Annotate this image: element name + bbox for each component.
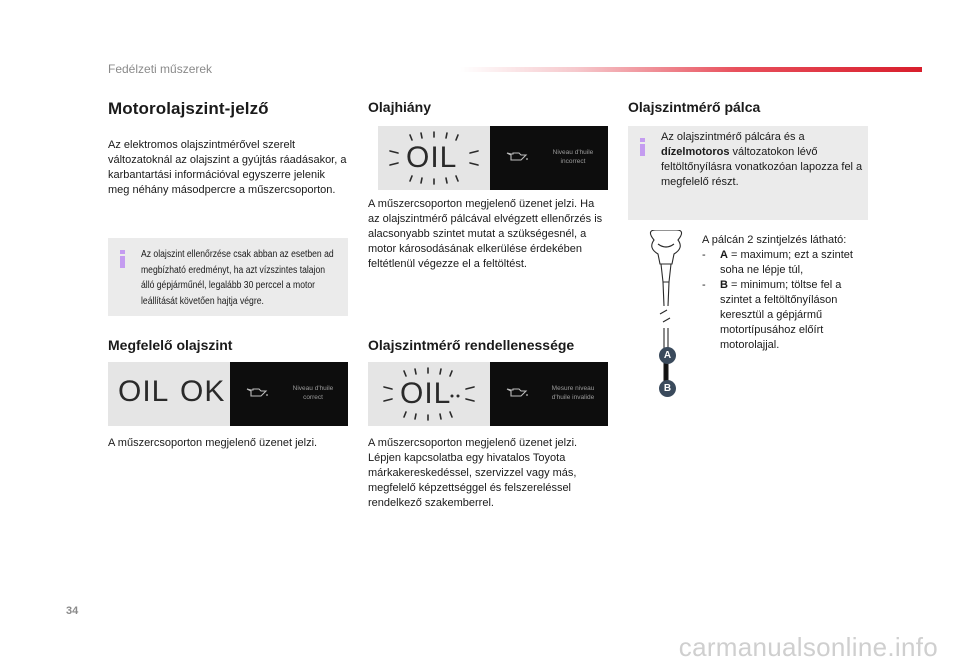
message-screen — [490, 126, 608, 190]
section-header-title: Fedélzeti műszerek — [108, 62, 213, 76]
level-description: = maximum; ezt a szintet soha ne lépje túl, — [720, 249, 853, 276]
message-screen — [490, 362, 608, 426]
dipstick-levels-list — [702, 248, 872, 353]
level-letter: A — [720, 249, 728, 261]
section-title-oil-level-indicator: Motorolajszint-jelző — [108, 99, 269, 118]
dipstick-intro-text: A pálcán 2 szintjelzés látható: — [702, 234, 847, 246]
list-item — [702, 248, 872, 278]
correct-level-text: A műszercsoporton megjelenő üzenet jelzi. — [108, 437, 318, 449]
list-item — [702, 278, 872, 353]
lcd-word-oil: OIL — [400, 377, 452, 410]
page-number: 34 — [66, 605, 79, 617]
watermark: carmanualsonline.info — [678, 632, 938, 662]
lcd-screen — [108, 362, 230, 426]
level-letter: B — [720, 279, 728, 291]
info-box-dipstick — [628, 126, 868, 220]
info-text-bold: dízelmotoros — [661, 146, 730, 158]
section-title-gauge-fault: Olajszintmérő rendellenessége — [368, 337, 575, 353]
section-title-low-oil: Olajhiány — [368, 99, 432, 115]
info-text-level-check: Az olajszint ellenőrzése csak abban az esetben ad megbízható eredményt, ha azt vízszintes talajon álló gépjárműnél, legalább 30 perccel a motor leállítását követően hajtja végre. — [141, 249, 334, 307]
oil-level-intro-text: Az elektromos olajszintmérővel szerelt változatoknál az olajszint a gyújtás ráadásakor, a karbantartási információval egyszerre jelenik meg néhány másodpercre a műszercsoporton. — [108, 139, 347, 196]
message-text: Niveau d'huile correct — [292, 385, 334, 401]
oil-can-icon — [506, 386, 528, 398]
info-box-level-check — [108, 238, 348, 316]
low-oil-text: A műszercsoporton megjelenő üzenet jelzi. Ha az olajszintmérő pálcával elvégzett ellenőrzés is alacsonyabb szintet mutat a szükségesnél, a motor károsodásának elkerülése érdekében feltétlenül végezze el a feltöltést. — [368, 198, 603, 270]
header-accent-bar — [460, 67, 922, 72]
dipstick-marker-a: A — [659, 347, 676, 364]
oil-can-icon — [506, 150, 528, 162]
info-text-dipstick — [661, 130, 863, 190]
lcd-word-ok: OK — [180, 375, 226, 408]
display-panel-oil-low — [378, 126, 608, 190]
lcd-word-oil: OIL — [118, 375, 170, 408]
display-panel-oil-fault — [368, 362, 608, 426]
message-text: Niveau d'huile incorrect — [552, 149, 594, 165]
lcd-screen — [378, 126, 490, 190]
message-screen — [230, 362, 348, 426]
oil-can-icon — [246, 386, 268, 398]
lcd-screen — [368, 362, 490, 426]
list-dash: - — [702, 249, 706, 261]
level-description: = minimum; töltse fel a szintet a feltöltőnyíláson keresztül a gépjármű motortípusához előírt motorolajjal. — [720, 279, 842, 351]
dipstick-marker-b: B — [659, 380, 676, 397]
message-text: Mesure niveau d'huile invalide — [551, 385, 595, 401]
section-title-correct-level: Megfelelő olajszint — [108, 337, 233, 353]
list-dash: - — [702, 279, 706, 291]
info-text-part: Az olajszintmérő pálcára és a — [661, 131, 805, 143]
dipstick-illustration — [636, 230, 696, 400]
lcd-word-oil: OIL — [406, 141, 458, 174]
gauge-fault-text: A műszercsoporton megjelenő üzenet jelzi. Lépjen kapcsolatba egy hivatalos Toyota márkakereskedéssel, szervizzel vagy más, megfelelő képzettséggel és felszereléssel rendelkező szakemberrel. — [368, 437, 578, 509]
display-panel-oil-ok — [108, 362, 348, 426]
section-title-dipstick: Olajszintmérő pálca — [628, 99, 761, 115]
info-text-part: változatokon lévő feltöltőnyílásra vonatkozóan lapozza fel a megfelelő részt. — [661, 146, 863, 188]
